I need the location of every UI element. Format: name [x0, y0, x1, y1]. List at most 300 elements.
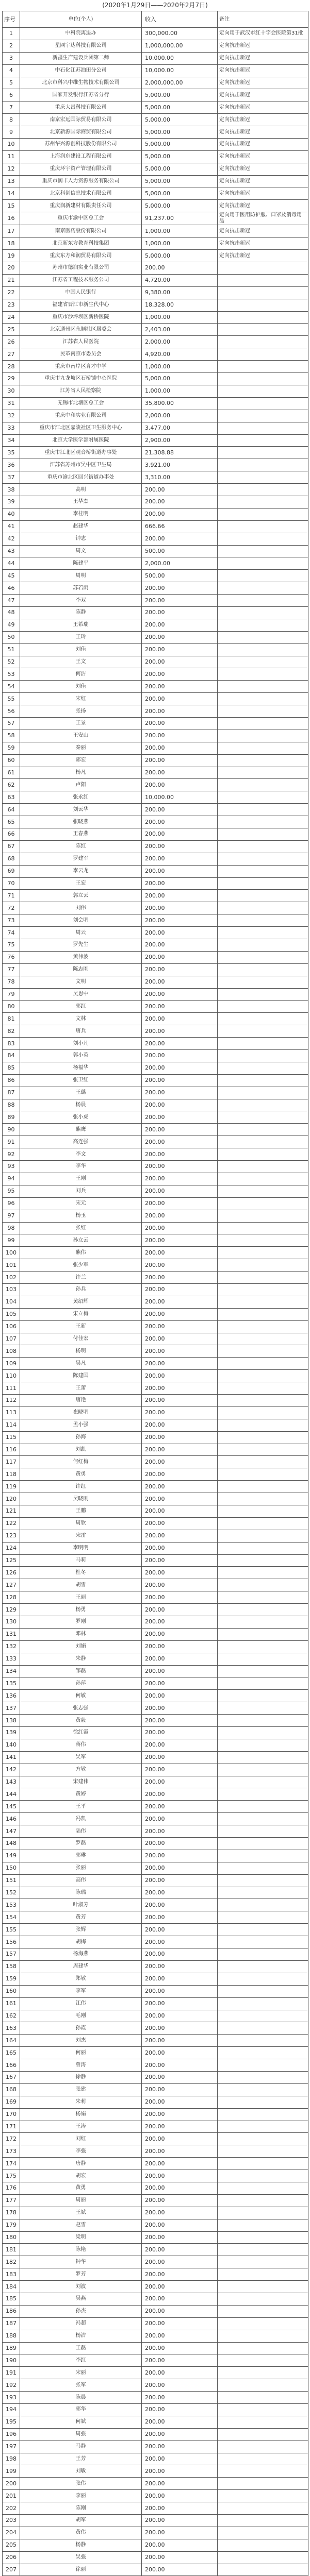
row-note: [218, 2330, 308, 2342]
row-no: 107: [3, 1333, 20, 1345]
row-name: 重庆市九龙坡区石桥铺中心医院: [20, 373, 142, 385]
row-name: 王刚: [20, 1173, 142, 1185]
row-amount: 2,000.00: [142, 336, 218, 348]
row-amount: 2,000,000.00: [142, 77, 218, 89]
row-note: [218, 1887, 308, 1899]
row-name: 王玲: [20, 631, 142, 643]
row-name: 许红: [20, 1481, 142, 1493]
row-amount: 200.00: [142, 1739, 218, 1751]
row-note: [218, 2317, 308, 2330]
table-row: [3, 2219, 308, 2231]
row-note: [218, 2083, 308, 2096]
row-name: 重庆大昌科技有限公司: [20, 101, 142, 114]
row-note: [218, 1161, 308, 1173]
row-note: [218, 742, 308, 754]
row-amount: 200.00: [142, 1320, 218, 1333]
table-row: [3, 2453, 308, 2465]
row-amount: 200.00: [142, 1997, 218, 2010]
row-note: [218, 2022, 308, 2035]
row-no: 184: [3, 2281, 20, 2293]
row-name: 冯凯: [20, 1813, 142, 1825]
table-row: [3, 1985, 308, 1997]
row-name: 赵建华: [20, 520, 142, 533]
table-row: [3, 361, 308, 373]
row-amount: 35,800.00: [142, 397, 218, 410]
row-note: [218, 668, 308, 681]
table-row: [3, 1050, 308, 1062]
table-row: [3, 2354, 308, 2367]
row-no: 144: [3, 1788, 20, 1801]
row-no: 205: [3, 2539, 20, 2551]
row-amount: 200.00: [142, 1677, 218, 1690]
row-note: [218, 2071, 308, 2083]
row-note: [218, 1616, 308, 1629]
row-amount: 10,000.00: [142, 64, 218, 77]
table-row: [3, 1715, 308, 1727]
row-no: 40: [3, 508, 20, 520]
table-row: [3, 681, 308, 693]
row-note: 定向抗击新冠: [218, 114, 308, 126]
row-name: 陈瑞: [20, 1887, 142, 1899]
table-row: [3, 730, 308, 742]
row-no: 136: [3, 1690, 20, 1702]
row-no: 197: [3, 2441, 20, 2453]
row-amount: 200.00: [142, 2133, 218, 2145]
row-amount: 21,308.88: [142, 447, 218, 459]
row-note: [218, 2564, 308, 2576]
row-amount: 5,000.00: [142, 163, 218, 175]
table-row: [3, 2379, 308, 2392]
row-note: [218, 373, 308, 385]
row-name: 胡宏: [20, 2170, 142, 2182]
row-name: 王斌: [20, 2207, 142, 2219]
row-amount: 200.00: [142, 2096, 218, 2108]
table-row: [3, 262, 308, 275]
row-name: 黄勇: [20, 2182, 142, 2194]
row-name: 周文: [20, 545, 142, 557]
row-amount: 200.00: [142, 816, 218, 828]
row-amount: 200.00: [142, 2219, 218, 2231]
row-no: 193: [3, 2392, 20, 2404]
row-no: 153: [3, 1899, 20, 1911]
table-row: [3, 336, 308, 348]
row-name: 杨晨: [20, 1099, 142, 1111]
row-name: 吴晓刚: [20, 1493, 142, 1505]
row-note: [218, 1739, 308, 1751]
row-name: 王涛: [20, 2121, 142, 2133]
row-no: 106: [3, 1320, 20, 1333]
row-name: 陈晨: [20, 2392, 142, 2404]
row-amount: 200.00: [142, 2453, 218, 2465]
row-no: 130: [3, 1616, 20, 1629]
row-amount: 200.00: [142, 2515, 218, 2527]
row-note: [218, 619, 308, 631]
row-name: 王希瑞: [20, 619, 142, 631]
table-row: [3, 1517, 308, 1530]
row-name: 吴强: [20, 2551, 142, 2564]
row-note: [218, 1911, 308, 1924]
row-amount: 200.00: [142, 1444, 218, 1456]
row-no: 206: [3, 2551, 20, 2564]
table-row: [3, 2502, 308, 2515]
row-name: 无锡市北塘区总工会: [20, 397, 142, 410]
row-no: 129: [3, 1604, 20, 1616]
table-row: [3, 2268, 308, 2281]
row-amount: 200.00: [142, 2182, 218, 2194]
row-name: 王蕾: [20, 1382, 142, 1395]
row-amount: 300,000.00: [142, 28, 218, 40]
row-amount: 4,720.00: [142, 274, 218, 286]
row-amount: 200.00: [142, 1394, 218, 1406]
row-name: 黄芳: [20, 1911, 142, 1924]
table-row: [3, 508, 308, 520]
row-no: 85: [3, 1062, 20, 1074]
row-amount: 200.00: [142, 2342, 218, 2354]
row-name: 黄婷: [20, 1788, 142, 1801]
row-no: 183: [3, 2268, 20, 2281]
row-name: 苏若雨: [20, 582, 142, 595]
table-row: [3, 1948, 308, 1961]
row-amount: 200.00: [142, 1406, 218, 1419]
table-row: [3, 2367, 308, 2379]
row-amount: 200.00: [142, 2083, 218, 2096]
row-name: 张扬: [20, 705, 142, 718]
row-amount: 200.00: [142, 840, 218, 853]
row-name: 郭红: [20, 1001, 142, 1013]
row-note: [218, 274, 308, 286]
row-amount: 200.00: [142, 1148, 218, 1161]
row-amount: 200.00: [142, 1640, 218, 1653]
row-note: [218, 1554, 308, 1567]
row-no: 207: [3, 2564, 20, 2576]
table-row: [3, 496, 308, 508]
row-no: 157: [3, 1948, 20, 1961]
table-row: [3, 200, 308, 212]
row-name: 张伟: [20, 2478, 142, 2490]
row-name: 孙霞: [20, 2022, 142, 2035]
table-row: [3, 779, 308, 791]
row-amount: 5,000.00: [142, 188, 218, 200]
table-row: [3, 1234, 308, 1247]
row-no: 100: [3, 1247, 20, 1259]
row-note: [218, 1530, 308, 1542]
row-no: 18: [3, 238, 20, 250]
row-amount: 200.00: [142, 1813, 218, 1825]
row-amount: 200.00: [142, 705, 218, 718]
row-name: 王平: [20, 1801, 142, 1813]
row-note: [218, 508, 308, 520]
row-amount: 200.00: [142, 1788, 218, 1801]
row-note: [218, 2035, 308, 2047]
row-no: 122: [3, 1517, 20, 1530]
row-name: 北京通州区永顺社区居委会: [20, 324, 142, 336]
row-note: [218, 1038, 308, 1050]
row-note: [218, 1406, 308, 1419]
row-note: [218, 2281, 308, 2293]
row-note: [218, 2465, 308, 2478]
row-note: [218, 927, 308, 939]
table-row: [3, 2158, 308, 2170]
table-row: [3, 1370, 308, 1382]
row-name: 中石化江苏油田分公司: [20, 64, 142, 77]
table-row: [3, 299, 308, 311]
row-no: 178: [3, 2207, 20, 2219]
table-row: [3, 2317, 308, 2330]
row-no: 26: [3, 336, 20, 348]
table-row: [3, 2551, 308, 2564]
row-name: 罗建军: [20, 853, 142, 865]
table-row: [3, 816, 308, 828]
row-amount: 200.00: [142, 1862, 218, 1874]
row-name: 张永红: [20, 791, 142, 804]
row-no: 111: [3, 1382, 20, 1395]
row-name: 王新: [20, 1320, 142, 1333]
table-row: [3, 693, 308, 705]
row-amount: 5,000.00: [142, 200, 218, 212]
row-no: 17: [3, 225, 20, 238]
table-row: [3, 1924, 308, 1936]
row-amount: 200.00: [142, 1259, 218, 1272]
table-row: [3, 1013, 308, 1025]
row-note: [218, 1481, 308, 1493]
row-name: 宋立梅: [20, 1308, 142, 1320]
row-no: 154: [3, 1911, 20, 1924]
row-name: 宋丽: [20, 2367, 142, 2379]
row-no: 65: [3, 816, 20, 828]
row-note: [218, 1419, 308, 1431]
table-row: [3, 1272, 308, 1284]
row-name: 张卫红: [20, 1074, 142, 1087]
row-note: [218, 311, 308, 324]
row-name: 张少军: [20, 1259, 142, 1272]
row-name: 周丽: [20, 2194, 142, 2207]
row-no: 88: [3, 1099, 20, 1111]
row-amount: 200.00: [142, 1985, 218, 1997]
row-note: 定向用于武汉市红十字会医院第31批: [218, 28, 308, 40]
table-row: [3, 311, 308, 324]
row-note: [218, 1715, 308, 1727]
row-no: 164: [3, 2035, 20, 2047]
row-no: 29: [3, 373, 20, 385]
row-no: 145: [3, 1801, 20, 1813]
row-amount: 200.00: [142, 1505, 218, 1517]
row-note: [218, 1136, 308, 1148]
table-row: [3, 2231, 308, 2244]
row-name: 梁明: [20, 2231, 142, 2244]
row-no: 140: [3, 1739, 20, 1751]
table-row: [3, 2428, 308, 2441]
row-name: 吴燕: [20, 2293, 142, 2305]
row-name: 黄伟: [20, 2527, 142, 2539]
table-row: [3, 2145, 308, 2158]
row-name: 唐静: [20, 2158, 142, 2170]
row-amount: 200.00: [142, 976, 218, 988]
row-note: [218, 1665, 308, 1677]
row-name: 郭琳: [20, 1850, 142, 1862]
row-name: 杨娟: [20, 2108, 142, 2121]
row-no: 176: [3, 2182, 20, 2194]
row-amount: 200.00: [142, 742, 218, 754]
row-amount: 200.00: [142, 963, 218, 976]
row-amount: 200.00: [142, 2527, 218, 2539]
row-no: 21: [3, 274, 20, 286]
table-row: [3, 2083, 308, 2096]
table-row: [3, 1973, 308, 1985]
row-amount: 200.00: [142, 914, 218, 927]
table-row: [3, 631, 308, 643]
row-amount: 5,000.00: [142, 175, 218, 188]
row-note: [218, 1960, 308, 1973]
row-note: [218, 2170, 308, 2182]
row-no: 131: [3, 1628, 20, 1640]
row-no: 36: [3, 459, 20, 471]
row-note: [218, 336, 308, 348]
row-no: 120: [3, 1493, 20, 1505]
row-no: 143: [3, 1776, 20, 1788]
row-note: [218, 570, 308, 582]
row-no: 101: [3, 1259, 20, 1272]
table-row: [3, 2194, 308, 2207]
row-note: [218, 2194, 308, 2207]
row-name: 刘波: [20, 2281, 142, 2293]
row-amount: 200.00: [142, 1050, 218, 1062]
row-no: 156: [3, 1936, 20, 1948]
row-no: 13: [3, 175, 20, 188]
row-amount: 200.00: [142, 754, 218, 767]
row-amount: 3,921.00: [142, 459, 218, 471]
row-amount: 200.00: [142, 1530, 218, 1542]
row-amount: 200.00: [142, 2404, 218, 2416]
table-row: [3, 397, 308, 410]
row-no: 102: [3, 1272, 20, 1284]
table-row: [3, 286, 308, 299]
row-note: [218, 717, 308, 730]
header-name: 单位(个人): [20, 11, 142, 28]
row-name: 刘会明: [20, 914, 142, 927]
row-no: 34: [3, 434, 20, 447]
row-note: [218, 1259, 308, 1272]
row-no: 28: [3, 361, 20, 373]
row-name: 胡雪: [20, 1579, 142, 1591]
table-row: [3, 877, 308, 890]
row-amount: 200.00: [142, 2268, 218, 2281]
row-no: 30: [3, 385, 20, 397]
table-row: [3, 2305, 308, 2317]
row-amount: 200.00: [142, 1234, 218, 1247]
row-amount: 200.00: [142, 2022, 218, 2035]
row-amount: 200.00: [142, 582, 218, 595]
row-name: 李文: [20, 1148, 142, 1161]
row-name: 唐艳: [20, 1394, 142, 1406]
table-row: [3, 1530, 308, 1542]
row-amount: 3,477.00: [142, 422, 218, 434]
row-amount: 200.00: [142, 1764, 218, 1776]
row-amount: 200.00: [142, 693, 218, 705]
row-no: 71: [3, 890, 20, 902]
row-name: 罗刚: [20, 1616, 142, 1629]
row-no: 12: [3, 163, 20, 175]
row-no: 47: [3, 595, 20, 607]
row-name: 王文: [20, 656, 142, 668]
row-amount: 200.00: [142, 1197, 218, 1210]
table-row: [3, 927, 308, 939]
row-no: 186: [3, 2305, 20, 2317]
row-name: 王宏: [20, 877, 142, 890]
row-amount: 1,000.00: [142, 361, 218, 373]
row-amount: 200.00: [142, 1690, 218, 1702]
row-no: 6: [3, 89, 20, 101]
row-amount: 200.00: [142, 2121, 218, 2133]
row-no: 1: [3, 28, 20, 40]
row-name: 杨凡: [20, 767, 142, 779]
row-note: 定向抗击新冠: [218, 101, 308, 114]
row-note: [218, 693, 308, 705]
table-row: [3, 1788, 308, 1801]
row-note: [218, 557, 308, 570]
row-amount: 200.00: [142, 2564, 218, 2576]
row-amount: 5,000.00: [142, 373, 218, 385]
table-row: [3, 1358, 308, 1370]
table-row: [3, 1960, 308, 1973]
row-note: [218, 2515, 308, 2527]
row-amount: 200.00: [142, 1173, 218, 1185]
row-note: [218, 2145, 308, 2158]
table-row: [3, 422, 308, 434]
row-no: 37: [3, 471, 20, 484]
row-name: 黄绍辉: [20, 1296, 142, 1308]
row-amount: 200.00: [142, 2317, 218, 2330]
table-row: [3, 2096, 308, 2108]
table-row: [3, 1431, 308, 1444]
row-name: 孙杰: [20, 2305, 142, 2317]
row-no: 124: [3, 1542, 20, 1554]
row-amount: 1,000.00: [142, 385, 218, 397]
row-note: [218, 705, 308, 718]
row-amount: 200.00: [142, 2330, 218, 2342]
table-row: [3, 1087, 308, 1099]
row-name: 黄勇: [20, 1468, 142, 1481]
row-name: 王芳: [20, 2453, 142, 2465]
row-amount: 200.00: [142, 1801, 218, 1813]
row-name: 重庆市江北区观音桥街道办事处: [20, 447, 142, 459]
table-row: [3, 1320, 308, 1333]
row-name: 罗芳: [20, 2268, 142, 2281]
row-note: [218, 1936, 308, 1948]
row-no: 147: [3, 1825, 20, 1838]
row-name: 苏州华兴源创科技股份有限公司: [20, 139, 142, 151]
row-name: 王璐: [20, 1087, 142, 1099]
row-amount: 200.00: [142, 1222, 218, 1234]
row-amount: 4,920.00: [142, 348, 218, 361]
table-row: [3, 150, 308, 163]
table-row: [3, 545, 308, 557]
row-name: 刘娟: [20, 1640, 142, 1653]
row-note: [218, 681, 308, 693]
row-no: 84: [3, 1050, 20, 1062]
donation-table: [2, 11, 308, 2576]
row-amount: 200.00: [142, 1702, 218, 1715]
row-name: 冯超: [20, 2317, 142, 2330]
row-amount: 200.00: [142, 1272, 218, 1284]
row-note: [218, 2219, 308, 2231]
row-amount: 200.00: [142, 951, 218, 963]
row-note: [218, 2379, 308, 2392]
row-amount: 5,000.00: [142, 139, 218, 151]
table-row: [3, 742, 308, 754]
table-row: [3, 1333, 308, 1345]
row-amount: 200.00: [142, 865, 218, 877]
row-note: [218, 1653, 308, 1665]
